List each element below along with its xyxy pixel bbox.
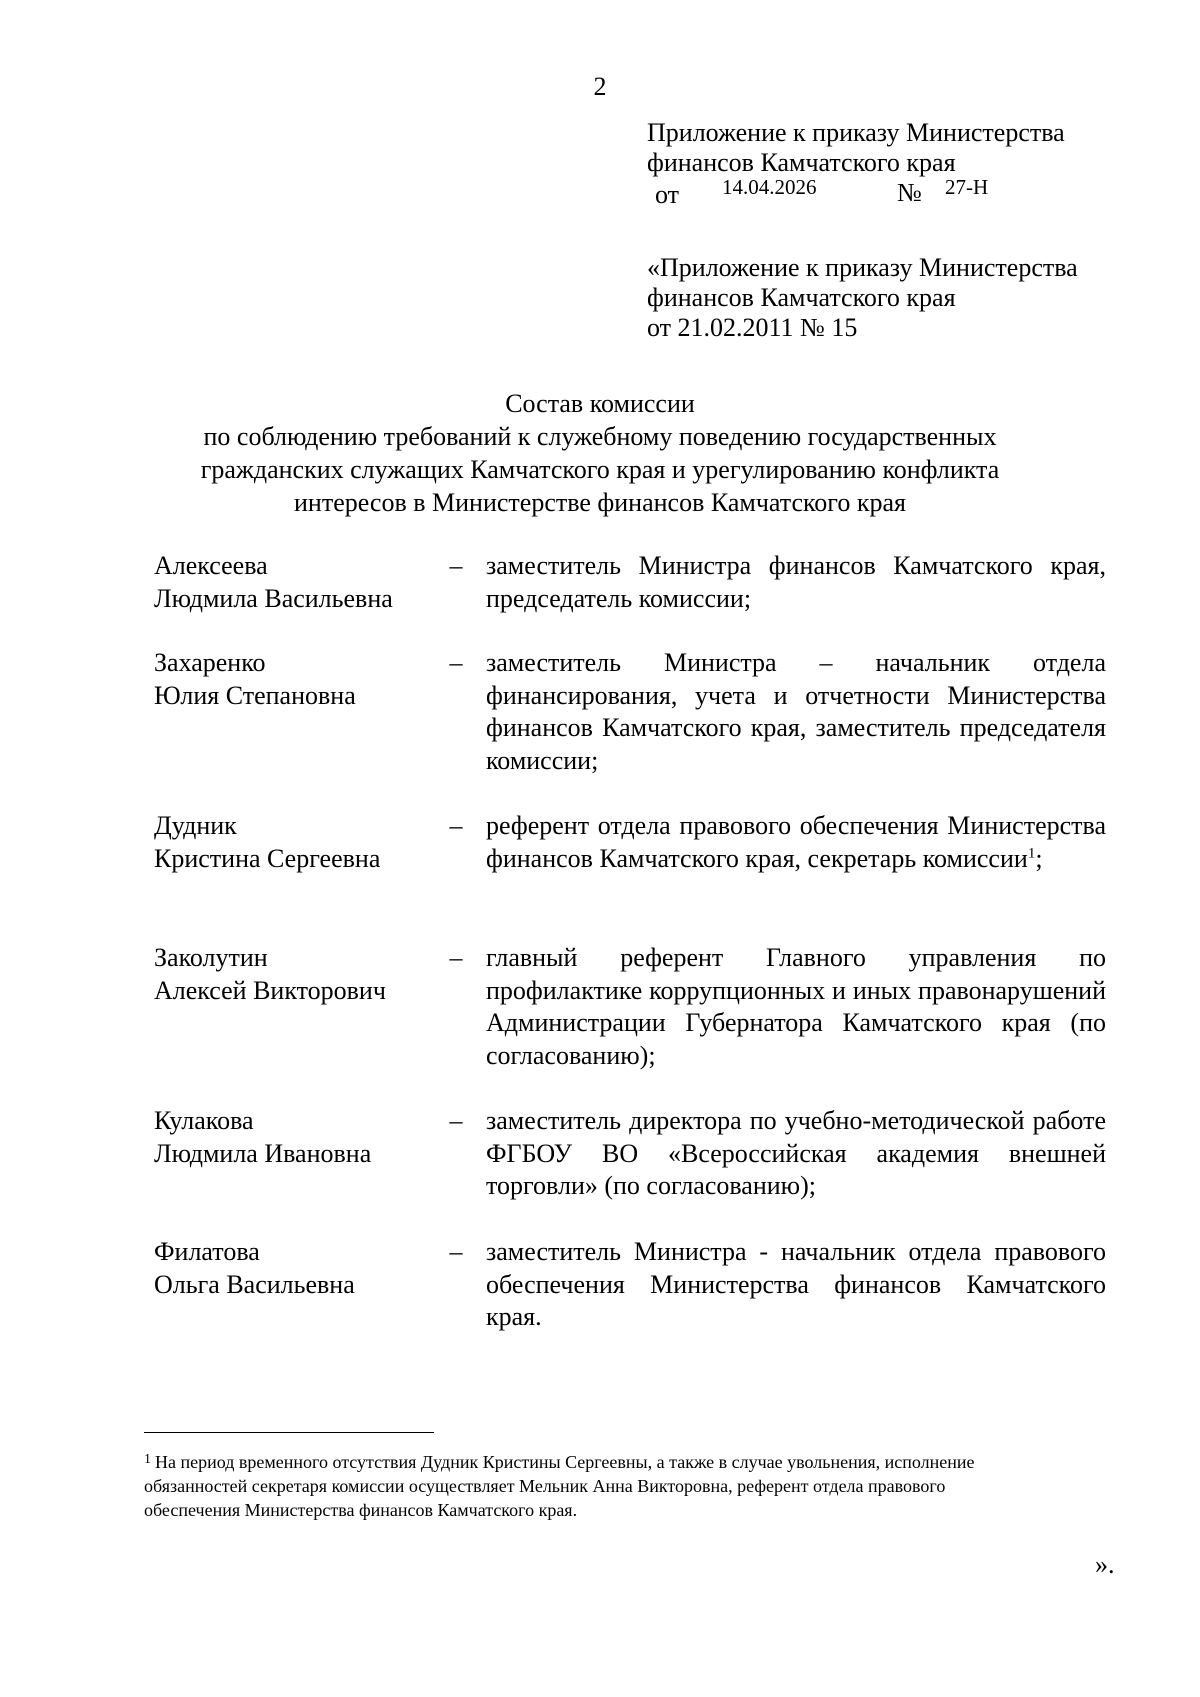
footnote-mark: 1 xyxy=(144,1452,151,1467)
footnote-line xyxy=(144,1448,1084,1474)
title-line: Состав комиссии xyxy=(505,389,695,418)
number-sign: № xyxy=(897,178,922,207)
annex-line: финансов Камчатского края xyxy=(647,148,956,177)
member-role: заместитель Министра финансов Камчатского края, председатель комиссии; xyxy=(486,551,1106,613)
order-date-number-row xyxy=(647,175,1065,209)
member-role-text: референт отдела правового обеспечения Министерства финансов Камчатского края, секретарь комиссии xyxy=(486,811,1106,873)
footnote xyxy=(144,1448,1084,1522)
member-name xyxy=(154,942,454,1007)
commission-member xyxy=(154,942,1106,1072)
footnote-divider xyxy=(144,1432,434,1433)
member-name xyxy=(154,1105,454,1170)
member-role xyxy=(486,810,1106,875)
member-surname: Заколутин xyxy=(154,943,268,972)
member-given-names: Юлия Степановна xyxy=(154,680,356,710)
footnote-line: обязанностей секретаря комиссии осуществляет Мельник Анна Викторовна, референт отдела правового xyxy=(144,1476,946,1496)
member-name xyxy=(154,810,454,875)
member-dash: – xyxy=(449,648,463,677)
document-title xyxy=(0,387,1200,519)
commission-member xyxy=(154,1105,1106,1203)
page-number: 2 xyxy=(593,72,607,101)
annex-line: от 21.02.2011 № 15 xyxy=(647,313,858,342)
member-name xyxy=(154,647,454,712)
order-number: 27-Н xyxy=(945,175,989,199)
footnote-text: На период временного отсутствия Дудник Кристины Сергеевны, а также в случае увольнения, исполнение xyxy=(155,1452,975,1472)
member-role: заместитель директора по учебно-методической работе ФГБОУ ВО «Всероссийская академия внешней торговли» (по согласованию); xyxy=(486,1106,1106,1200)
closing-quote: ». xyxy=(1095,1550,1115,1579)
member-given-names: Алексей Викторович xyxy=(154,975,386,1005)
order-date: 14.04.2026 xyxy=(722,175,817,199)
commission-member xyxy=(154,550,1106,615)
annex-original-order xyxy=(647,253,1078,343)
member-surname: Филатова xyxy=(154,1237,260,1266)
member-role-end: ; xyxy=(1035,843,1043,873)
member-name xyxy=(154,550,454,615)
footnote-reference[interactable]: 1 xyxy=(1027,844,1036,861)
member-role: главный референт Главного управления по профилактике коррупционных и иных правонарушений Администрации Губернатора Камчатского края (по согласованию); xyxy=(486,943,1106,1070)
annex-current-order xyxy=(647,118,1065,208)
commission-member xyxy=(154,1236,1106,1334)
title-line: интересов в Министерстве финансов Камчатского края xyxy=(294,488,906,517)
commission-member xyxy=(154,810,1106,875)
annex-line: «Приложение к приказу Министерства xyxy=(647,253,1078,282)
member-dash: – xyxy=(449,1106,463,1135)
annex-line: Приложение к приказу Министерства xyxy=(647,118,1065,147)
member-role: заместитель Министра - начальник отдела правового обеспечения Министерства финансов Камчатского края. xyxy=(486,1237,1106,1331)
annex-line: финансов Камчатского края xyxy=(647,283,956,312)
member-surname: Захаренко xyxy=(154,648,266,677)
member-role: заместитель Министра – начальник отдела финансирования, учета и отчетности Министерства финансов Камчатского края, заместитель председателя комиссии; xyxy=(486,648,1106,775)
member-given-names: Кристина Сергеевна xyxy=(154,843,381,873)
from-label: от xyxy=(655,180,680,209)
commission-member xyxy=(154,647,1106,777)
member-given-names: Людмила Ивановна xyxy=(154,1138,372,1168)
member-dash: – xyxy=(449,811,463,840)
member-name xyxy=(154,1236,454,1301)
title-line: по соблюдению требований к служебному поведению государственных xyxy=(203,422,997,451)
footnote-line: обеспечения Министерства финансов Камчатского края. xyxy=(144,1500,578,1520)
member-dash: – xyxy=(449,943,463,972)
member-dash: – xyxy=(449,551,463,580)
member-given-names: Ольга Васильевна xyxy=(154,1269,355,1299)
member-dash: – xyxy=(449,1237,463,1266)
member-given-names: Людмила Васильевна xyxy=(154,583,393,613)
member-surname: Алексеева xyxy=(154,551,268,580)
member-surname: Дудник xyxy=(154,811,237,840)
title-line: гражданских служащих Камчатского края и урегулированию конфликта xyxy=(200,455,1000,484)
member-surname: Кулакова xyxy=(154,1106,254,1135)
